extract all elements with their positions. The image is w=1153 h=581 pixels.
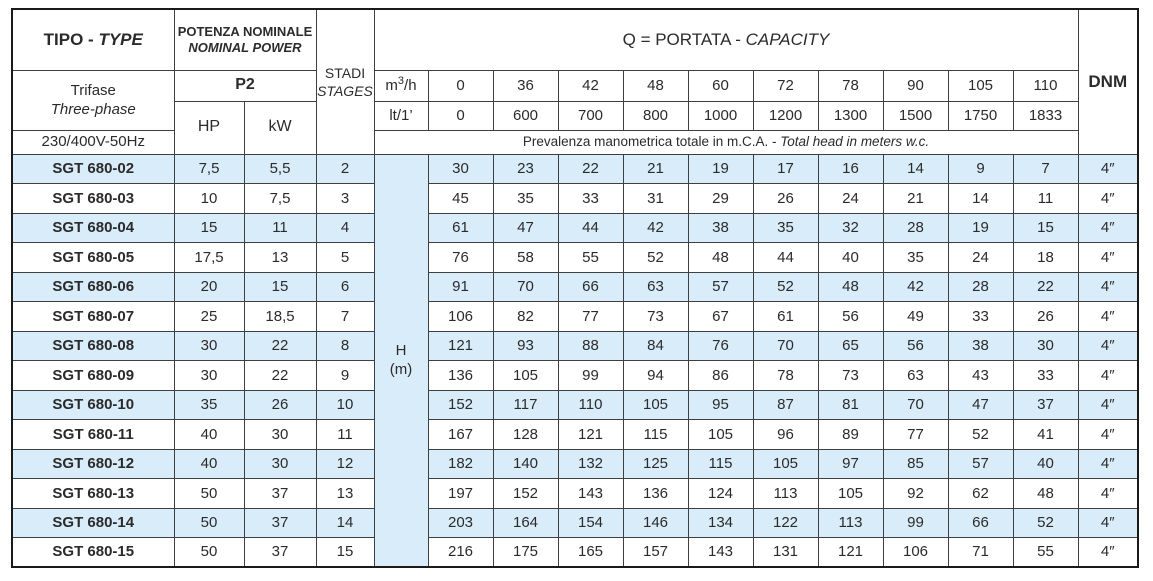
head-value-cell: 61 [753,302,818,332]
head-value-cell: 31 [623,184,688,214]
head-value-cell: 9 [948,154,1013,184]
hp-cell: 30 [174,331,244,361]
model-cell: SGT 680-13 [12,479,174,509]
head-value-cell: 63 [623,272,688,302]
flow-m3h-value-cell: 90 [883,70,948,101]
model-cell: SGT 680-10 [12,390,174,420]
head-value-cell: 52 [753,272,818,302]
head-value-cell: 26 [753,184,818,214]
head-value-cell: 52 [1013,508,1078,538]
stages-cell: 13 [316,479,374,509]
stages-cell: 2 [316,154,374,184]
head-value-cell: 134 [688,508,753,538]
head-value-cell: 115 [623,420,688,450]
model-cell: SGT 680-08 [12,331,174,361]
head-value-cell: 19 [688,154,753,184]
table-row [12,213,1138,243]
table-row [12,361,1138,391]
head-value-cell: 56 [818,302,883,332]
head-value-cell: 37 [1013,390,1078,420]
table-row [12,449,1138,479]
head-value-cell: 97 [818,449,883,479]
head-value-cell: 23 [493,154,558,184]
model-cell: SGT 680-14 [12,508,174,538]
head-value-cell: 73 [818,361,883,391]
head-value-cell: 22 [558,154,623,184]
kw-cell: 26 [244,390,316,420]
head-value-cell: 132 [558,449,623,479]
head-value-cell: 152 [493,479,558,509]
head-value-cell: 105 [753,449,818,479]
head-value-cell: 17 [753,154,818,184]
head-value-cell: 66 [558,272,623,302]
dnm-cell: 4″ [1078,479,1138,509]
head-value-cell: 30 [1013,331,1078,361]
table-row [12,154,1138,184]
head-value-cell: 91 [428,272,493,302]
head-value-cell: 203 [428,508,493,538]
head-value-cell: 85 [883,449,948,479]
nominal-power-line2: NOMINAL POWER [188,39,302,55]
head-value-cell: 73 [623,302,688,332]
head-value-cell: 48 [1013,479,1078,509]
head-value-cell: 70 [493,272,558,302]
flow-lt-value-cell: 1000 [688,101,753,130]
head-value-cell: 38 [948,331,1013,361]
head-value-cell: 113 [753,479,818,509]
head-value-cell: 125 [623,449,688,479]
flow-m3h-value-cell: 105 [948,70,1013,101]
p2-header-cell: P2 [174,70,316,101]
flow-lt-value-cell: 1200 [753,101,818,130]
head-value-cell: 76 [688,331,753,361]
head-value-cell: 58 [493,243,558,273]
table-row [12,243,1138,273]
pump-spec-table-container [11,8,1139,568]
head-value-cell: 48 [818,272,883,302]
model-cell: SGT 680-03 [12,184,174,214]
dnm-cell: 4″ [1078,361,1138,391]
head-value-cell: 57 [948,449,1013,479]
table-row [12,272,1138,302]
table-row [12,479,1138,509]
model-cell: SGT 680-15 [12,538,174,568]
head-value-cell: 81 [818,390,883,420]
head-value-cell: 70 [753,331,818,361]
head-value-cell: 78 [753,361,818,391]
head-value-cell: 131 [753,538,818,568]
flow-m3h-value-cell: 48 [623,70,688,101]
head-value-cell: 63 [883,361,948,391]
head-value-cell: 41 [1013,420,1078,450]
flow-lt-value-cell: 1300 [818,101,883,130]
model-cell: SGT 680-04 [12,213,174,243]
head-value-cell: 66 [948,508,1013,538]
stages-cell: 8 [316,331,374,361]
head-value-cell: 94 [623,361,688,391]
dnm-cell: 4″ [1078,243,1138,273]
head-value-cell: 110 [558,390,623,420]
stages-cell: 11 [316,420,374,450]
hp-cell: 35 [174,390,244,420]
head-value-cell: 40 [1013,449,1078,479]
head-value-cell: 44 [558,213,623,243]
kw-cell: 30 [244,449,316,479]
dnm-cell: 4″ [1078,390,1138,420]
flow-m3h-value-cell: 78 [818,70,883,101]
head-value-cell: 128 [493,420,558,450]
table-row [12,538,1138,568]
head-value-cell: 76 [428,243,493,273]
head-value-cell: 30 [428,154,493,184]
hp-cell: 50 [174,479,244,509]
header-row-3 [12,101,1138,130]
flow-lt-value-cell: 1750 [948,101,1013,130]
dnm-cell: 4″ [1078,184,1138,214]
head-value-cell: 47 [948,390,1013,420]
phase-header-cell: Trifase Three-phase [12,70,174,130]
head-value-cell: 42 [623,213,688,243]
head-value-cell: 67 [688,302,753,332]
capacity-title-cell: Q = PORTATA - CAPACITY [374,9,1078,70]
hp-cell: 20 [174,272,244,302]
hp-cell: 15 [174,213,244,243]
flow-lt-value-cell: 800 [623,101,688,130]
head-value-cell: 21 [623,154,688,184]
table-row [12,420,1138,450]
head-value-cell: 121 [558,420,623,450]
stages-header-cell [316,9,374,154]
head-value-cell: 82 [493,302,558,332]
head-value-cell: 105 [623,390,688,420]
head-value-cell: 35 [753,213,818,243]
head-value-cell: 121 [428,331,493,361]
head-value-cell: 95 [688,390,753,420]
head-value-cell: 48 [688,243,753,273]
dnm-header-cell: DNM [1078,9,1138,154]
head-value-cell: 152 [428,390,493,420]
model-cell: SGT 680-12 [12,449,174,479]
head-value-cell: 62 [948,479,1013,509]
head-value-cell: 89 [818,420,883,450]
head-value-cell: 154 [558,508,623,538]
head-value-cell: 121 [818,538,883,568]
head-value-cell: 15 [1013,213,1078,243]
head-value-cell: 16 [818,154,883,184]
table-row [12,390,1138,420]
flow-m3h-label-cell: $m^3/h$ [374,70,428,101]
head-value-cell: 35 [493,184,558,214]
kw-cell: 37 [244,538,316,568]
head-value-cell: 24 [818,184,883,214]
type-header-cell: TIPO - TYPE [12,9,174,70]
kw-cell: 22 [244,331,316,361]
flow-m3h-value-cell: 110 [1013,70,1078,101]
head-value-cell: 157 [623,538,688,568]
stages-cell: 10 [316,390,374,420]
head-value-cell: 7 [1013,154,1078,184]
flow-m3h-value-cell: 42 [558,70,623,101]
head-value-cell: 136 [428,361,493,391]
dnm-cell: 4″ [1078,302,1138,332]
head-value-cell: 52 [623,243,688,273]
head-value-cell: 122 [753,508,818,538]
head-value-cell: 71 [948,538,1013,568]
head-value-cell: 21 [883,184,948,214]
model-cell: SGT 680-02 [12,154,174,184]
hp-header-cell: HP [174,101,244,154]
hp-cell: 30 [174,361,244,391]
kw-header-cell: kW [244,101,316,154]
head-value-cell: 33 [558,184,623,214]
hp-cell: 50 [174,508,244,538]
head-value-cell: 115 [688,449,753,479]
head-value-cell: 182 [428,449,493,479]
flow-lt-value-cell: 1833 [1013,101,1078,130]
dnm-cell: 4″ [1078,272,1138,302]
head-value-cell: 52 [948,420,1013,450]
head-value-cell: 197 [428,479,493,509]
stages-cell: 15 [316,538,374,568]
head-value-cell: 42 [883,272,948,302]
head-value-cell: 105 [688,420,753,450]
head-value-cell: 167 [428,420,493,450]
stages-cell: 9 [316,361,374,391]
head-value-cell: 106 [428,302,493,332]
dnm-cell: 4″ [1078,213,1138,243]
head-value-cell: 55 [1013,538,1078,568]
head-value-cell: 65 [818,331,883,361]
dnm-cell: 4″ [1078,154,1138,184]
head-value-cell: 99 [558,361,623,391]
head-value-cell: 88 [558,331,623,361]
head-value-cell: 32 [818,213,883,243]
flow-lt-value-cell: 0 [428,101,493,130]
head-value-cell: 35 [883,243,948,273]
head-value-cell: 136 [623,479,688,509]
stages-line2: STAGES [317,82,373,99]
kw-cell: 18,5 [244,302,316,332]
kw-cell: 15 [244,272,316,302]
head-value-cell: 124 [688,479,753,509]
head-note-cell: Prevalenza manometrica totale in m.C.A. - Total head in meters w.c. [374,130,1078,154]
head-value-cell: 38 [688,213,753,243]
head-value-cell: 165 [558,538,623,568]
head-value-cell: 143 [688,538,753,568]
head-value-cell: 44 [753,243,818,273]
table-row [12,508,1138,538]
voltage-header-cell: 230/400V-50Hz [12,130,174,154]
head-value-cell: 77 [558,302,623,332]
head-value-cell: 28 [948,272,1013,302]
stages-line1: STADI [324,64,366,81]
flow-m3h-value-cell: 0 [428,70,493,101]
kw-cell: 13 [244,243,316,273]
head-value-cell: 92 [883,479,948,509]
head-value-cell: 18 [1013,243,1078,273]
flow-lt-label-cell: lt/1’ [374,101,428,130]
dnm-cell: 4″ [1078,420,1138,450]
model-cell: SGT 680-11 [12,420,174,450]
model-cell: SGT 680-06 [12,272,174,302]
flow-m3h-value-cell: 36 [493,70,558,101]
head-value-cell: 146 [623,508,688,538]
head-value-cell: 93 [493,331,558,361]
stages-cell: 14 [316,508,374,538]
kw-cell: 5,5 [244,154,316,184]
table-row [12,184,1138,214]
hp-cell: 40 [174,449,244,479]
stages-cell: 6 [316,272,374,302]
head-value-cell: 216 [428,538,493,568]
head-value-cell: 57 [688,272,753,302]
model-cell: SGT 680-09 [12,361,174,391]
hp-cell: 10 [174,184,244,214]
head-value-cell: 143 [558,479,623,509]
flow-m3h-value-cell: 60 [688,70,753,101]
data-rows [12,154,1138,567]
head-value-cell: 33 [948,302,1013,332]
flow-lt-value-cell: 1500 [883,101,948,130]
nominal-power-line1: POTENZA NOMINALE [177,23,313,39]
head-value-cell: 14 [883,154,948,184]
stages-cell: 4 [316,213,374,243]
hp-cell: 40 [174,420,244,450]
kw-cell: 30 [244,420,316,450]
head-value-cell: 43 [948,361,1013,391]
dnm-cell: 4″ [1078,538,1138,568]
head-value-cell: 33 [1013,361,1078,391]
head-value-cell: 55 [558,243,623,273]
head-value-cell: 40 [818,243,883,273]
head-value-cell: 77 [883,420,948,450]
head-value-cell: 175 [493,538,558,568]
head-value-cell: 29 [688,184,753,214]
kw-cell: 37 [244,479,316,509]
hp-cell: 50 [174,538,244,568]
head-value-cell: 87 [753,390,818,420]
head-value-cell: 19 [948,213,1013,243]
dnm-cell: 4″ [1078,331,1138,361]
header-row-2 [12,70,1138,101]
stages-cell: 7 [316,302,374,332]
head-value-cell: 61 [428,213,493,243]
head-value-cell: 99 [883,508,948,538]
stages-cell: 3 [316,184,374,214]
head-value-cell: 84 [623,331,688,361]
header-row-1 [12,9,1138,70]
head-value-cell: 164 [493,508,558,538]
head-value-cell: 140 [493,449,558,479]
hp-cell: 25 [174,302,244,332]
model-cell: SGT 680-07 [12,302,174,332]
nominal-power-header-cell [174,9,316,70]
head-value-cell: 24 [948,243,1013,273]
head-value-cell: 105 [493,361,558,391]
table-row [12,331,1138,361]
kw-cell: 22 [244,361,316,391]
pump-spec-table [11,8,1139,568]
stages-cell: 5 [316,243,374,273]
flow-lt-value-cell: 600 [493,101,558,130]
head-value-cell: 86 [688,361,753,391]
head-value-cell: 45 [428,184,493,214]
model-cell: SGT 680-05 [12,243,174,273]
head-value-cell: 113 [818,508,883,538]
head-value-cell: 56 [883,331,948,361]
head-value-cell: 28 [883,213,948,243]
head-value-cell: 22 [1013,272,1078,302]
head-value-cell: 96 [753,420,818,450]
head-value-cell: 14 [948,184,1013,214]
head-value-cell: 49 [883,302,948,332]
head-value-cell: 117 [493,390,558,420]
head-value-cell: 26 [1013,302,1078,332]
head-unit-cell: H (m) [374,154,428,567]
head-value-cell: 70 [883,390,948,420]
head-value-cell: 11 [1013,184,1078,214]
kw-cell: 11 [244,213,316,243]
hp-cell: 17,5 [174,243,244,273]
dnm-cell: 4″ [1078,449,1138,479]
stages-cell: 12 [316,449,374,479]
kw-cell: 37 [244,508,316,538]
flow-m3h-value-cell: 72 [753,70,818,101]
head-value-cell: 47 [493,213,558,243]
head-value-cell: 105 [818,479,883,509]
kw-cell: 7,5 [244,184,316,214]
dnm-cell: 4″ [1078,508,1138,538]
head-value-cell: 106 [883,538,948,568]
table-row [12,302,1138,332]
hp-cell: 7,5 [174,154,244,184]
flow-lt-value-cell: 700 [558,101,623,130]
